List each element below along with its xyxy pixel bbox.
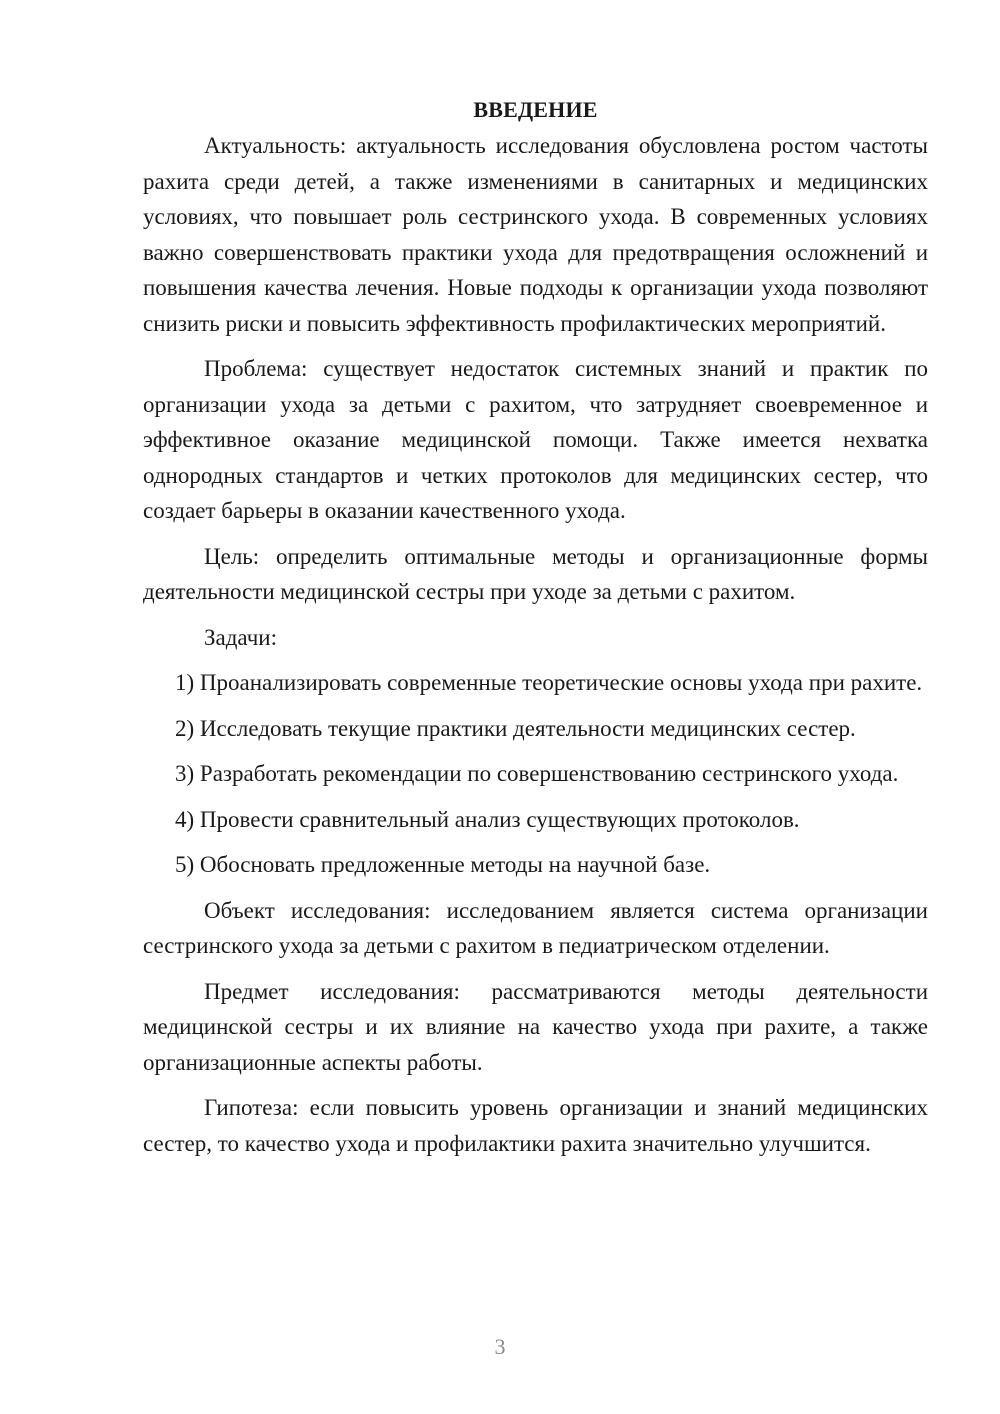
- page-number: 3: [494, 1334, 506, 1359]
- document-body: [143, 92, 928, 1171]
- paragraph-object: Объект исследования: исследованием является система организации сестринского ухода за детьми с рахитом в педиатрическом отделении.: [143, 897, 928, 958]
- paragraph-hypothesis: Гипотеза: если повысить уровень организации и знаний медицинских сестер, то качество ухода и профилактики рахита значительно улучшится.: [143, 1095, 928, 1156]
- task-item-5: 5) Обосновать предложенные методы на научной базе.: [175, 852, 711, 877]
- paragraph-problem: Проблема: существует недостаток системных знаний и практик по организации ухода за детьми с рахитом, что затрудняет своевременное и эффективное оказание медицинской помощи. Также имеется нехватка однородных стандартов и четких протоколов для медицинских сестер, что создает барьеры в оказании качественного ухода.: [143, 356, 928, 523]
- task-item-4: 4) Провести сравнительный анализ существующих протоколов.: [175, 806, 800, 832]
- paragraph-subject: Предмет исследования: рассматриваются методы деятельности медицинской сестры и их влияние на качество ухода при рахите, а также организационные аспекты работы.: [143, 978, 928, 1075]
- task-item-3: 3) Разработать рекомендации по совершенствованию сестринского ухода.: [175, 761, 899, 786]
- paragraph-relevance: Актуальность: актуальность исследования обусловлена ростом частоты рахита среди детей, а также изменениями в санитарных и медицинских условиях, что повышает роль сестринского ухода. В современных условиях важно совершенствовать практики ухода для предотвращения осложнений и повышения качества лечения. Новые подходы к организации ухода позволяют снизить риски и повысить эффективность профилактических мероприятий.: [143, 133, 928, 336]
- section-title: ВВЕДЕНИЕ: [473, 97, 598, 122]
- task-item-2: 2) Исследовать текущие практики деятельности медицинских сестер.: [175, 715, 856, 741]
- tasks-heading: Задачи:: [204, 624, 277, 650]
- paragraph-goal: Цель: определить оптимальные методы и организационные формы деятельности медицинской сестры при уходе за детьми с рахитом.: [143, 543, 928, 604]
- task-item-1: 1) Проанализировать современные теоретические основы ухода при рахите.: [175, 670, 923, 695]
